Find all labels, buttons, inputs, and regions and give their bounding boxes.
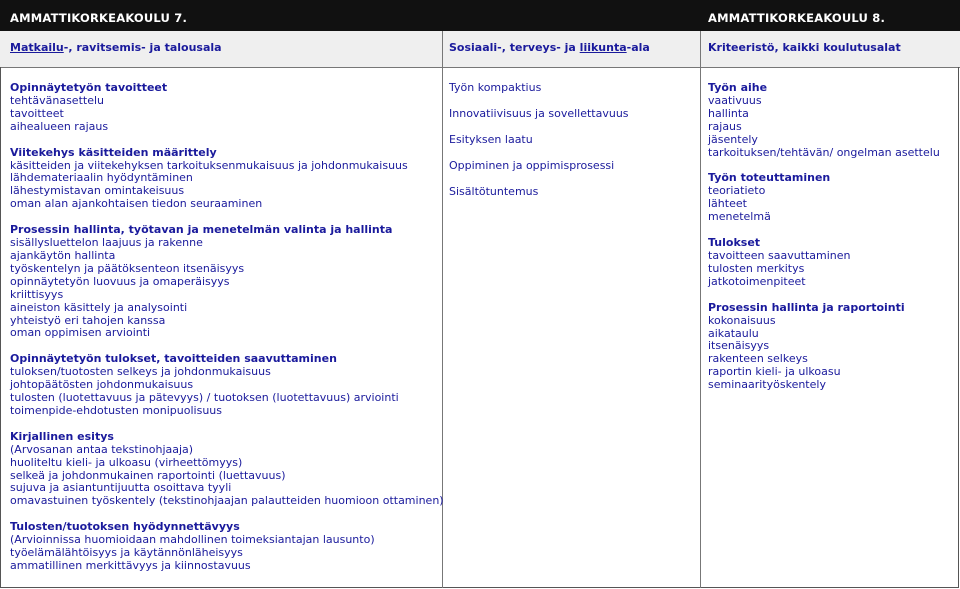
- list-item: tulosten merkitys: [708, 261, 805, 275]
- list-item: kokonaisuus: [708, 313, 776, 327]
- column-1: [10, 82, 444, 573]
- header-right-title: AMMATTIKORKEAKOULU 8.: [708, 11, 886, 25]
- section-title: Tulokset: [708, 236, 761, 250]
- list-item: Sisältötuntemus: [449, 184, 539, 198]
- list-item: kriittisyys: [10, 287, 64, 301]
- list-item: itsenäisyys: [708, 339, 770, 353]
- subheader-col1-link: Matkailu: [10, 41, 64, 54]
- header-bar: [0, 0, 960, 31]
- header-left-title: AMMATTIKORKEAKOULU 7.: [10, 11, 188, 25]
- subheader-col2-label: [449, 41, 650, 54]
- list-item: teoriatieto: [708, 184, 766, 198]
- list-item: raportin kieli- ja ulkoasu: [708, 365, 841, 379]
- subheader-col2-start: Sosiaali-, terveys- ja: [449, 41, 580, 54]
- section-title: Prosessin hallinta, työtavan ja menetelmän valinta ja hallinta: [10, 223, 393, 237]
- subheader-col3-label: Kriteeristö, kaikki koulutusalat: [708, 41, 901, 54]
- list-item: lähestymistavan omintakeisuus: [10, 184, 185, 198]
- section-title: Kirjallinen esitys: [10, 429, 114, 443]
- list-item: omavastuinen työskentely (tekstinohjaajan palautteiden huomioon ottaminen): [10, 494, 444, 508]
- list-item: oman oppimisen arviointi: [10, 326, 151, 340]
- list-item: tavoitteet: [10, 106, 64, 120]
- subheader-col2-end: -ala: [626, 41, 650, 54]
- list-item: rakenteen selkeys: [708, 352, 808, 366]
- list-item: tarkoituksen/tehtävän/ ongelman asettelu: [708, 145, 940, 159]
- list-item: opinnäytetyön luovuus ja omaperäisyys: [10, 274, 230, 288]
- subheader-col1-label: [10, 41, 222, 54]
- list-item: huoliteltu kieli- ja ulkoasu (virheettömyys): [10, 455, 243, 469]
- list-item: Työn kompaktius: [449, 81, 542, 94]
- list-item: käsitteiden ja viitekehyksen tarkoituksenmukaisuus ja johdonmukaisuus: [10, 158, 408, 172]
- list-item: ajankäytön hallinta: [10, 248, 116, 262]
- list-item: jäsentely: [708, 132, 758, 146]
- subheader-col1-rest: -, ravitsemis- ja talousala: [63, 41, 222, 54]
- list-item: aihealueen rajaus: [10, 119, 109, 133]
- list-item: Oppiminen ja oppimisprosessi: [449, 158, 615, 172]
- section-title: Viitekehys käsitteiden määrittely: [10, 145, 217, 159]
- section-title: Tulosten/tuotoksen hyödynnettävyys: [10, 520, 240, 534]
- list-item: lähdemateriaalin hyödyntäminen: [10, 171, 193, 185]
- section-title: Opinnäytetyön tulokset, tavoitteiden saavuttaminen: [10, 352, 337, 366]
- list-item: ammatillinen merkittävyys ja kiinnostavuus: [10, 559, 251, 572]
- list-item: seminaarityöskentely: [708, 378, 826, 392]
- list-item: sisällysluettelon laajuus ja rakenne: [10, 236, 203, 250]
- list-item: menetelmä: [708, 210, 771, 224]
- section-title: Työn aihe: [708, 81, 768, 94]
- list-item: työelämälähtöisyys ja käytännönläheisyys: [10, 546, 243, 560]
- list-item: vaativuus: [708, 93, 762, 107]
- list-item: johtopäätösten johdonmukaisuus: [10, 378, 194, 392]
- list-item: tavoitteen saavuttaminen: [708, 248, 851, 262]
- subheader-col2: [442, 31, 700, 68]
- list-item: toimenpide-ehdotusten monipuolisuus: [10, 403, 223, 417]
- list-item: sujuva ja asiantuntijuutta osoittava tyyli: [10, 481, 232, 495]
- list-item: yhteistyö eri tahojen kanssa: [10, 313, 166, 327]
- section-title: Prosessin hallinta ja raportointi: [708, 300, 905, 314]
- list-item: aineiston käsittely ja analysointi: [10, 300, 188, 314]
- subheader-col1: [0, 31, 442, 68]
- column-2: [449, 82, 629, 212]
- subheader-col2-link: liikunta: [579, 41, 627, 54]
- list-item: (Arvosanan antaa tekstinohjaaja): [10, 442, 194, 456]
- section-title: Työn toteuttaminen: [708, 171, 831, 185]
- subheader-col3: [700, 31, 960, 68]
- list-item: Esityksen laatu: [449, 132, 533, 146]
- list-item: (Arvioinnissa huomioidaan mahdollinen toimeksiantajan lausunto): [10, 533, 375, 547]
- column-3: [708, 82, 940, 392]
- list-item: oman alan ajankohtaisen tiedon seuraaminen: [10, 197, 263, 211]
- list-item: Innovatiivisuus ja sovellettavuus: [449, 106, 629, 120]
- list-item: tuloksen/tuotosten selkeys ja johdonmukaisuus: [10, 365, 271, 379]
- list-item: lähteet: [708, 197, 747, 211]
- list-item: hallinta: [708, 106, 749, 120]
- list-item: jatkotoimenpiteet: [708, 274, 806, 288]
- column-divider-2: [700, 31, 701, 588]
- list-item: tehtävänasettelu: [10, 93, 104, 107]
- list-item: aikataulu: [708, 326, 759, 340]
- list-item: selkeä ja johdonmukainen raportointi (luettavuus): [10, 468, 286, 482]
- list-item: tulosten (luotettavuus ja pätevyys) / tuotoksen (luotettavuus) arviointi: [10, 391, 399, 405]
- section-title: Opinnäytetyön tavoitteet: [10, 81, 168, 94]
- list-item: rajaus: [708, 119, 742, 133]
- list-item: työskentelyn ja päätöksenteon itsenäisyys: [10, 261, 245, 275]
